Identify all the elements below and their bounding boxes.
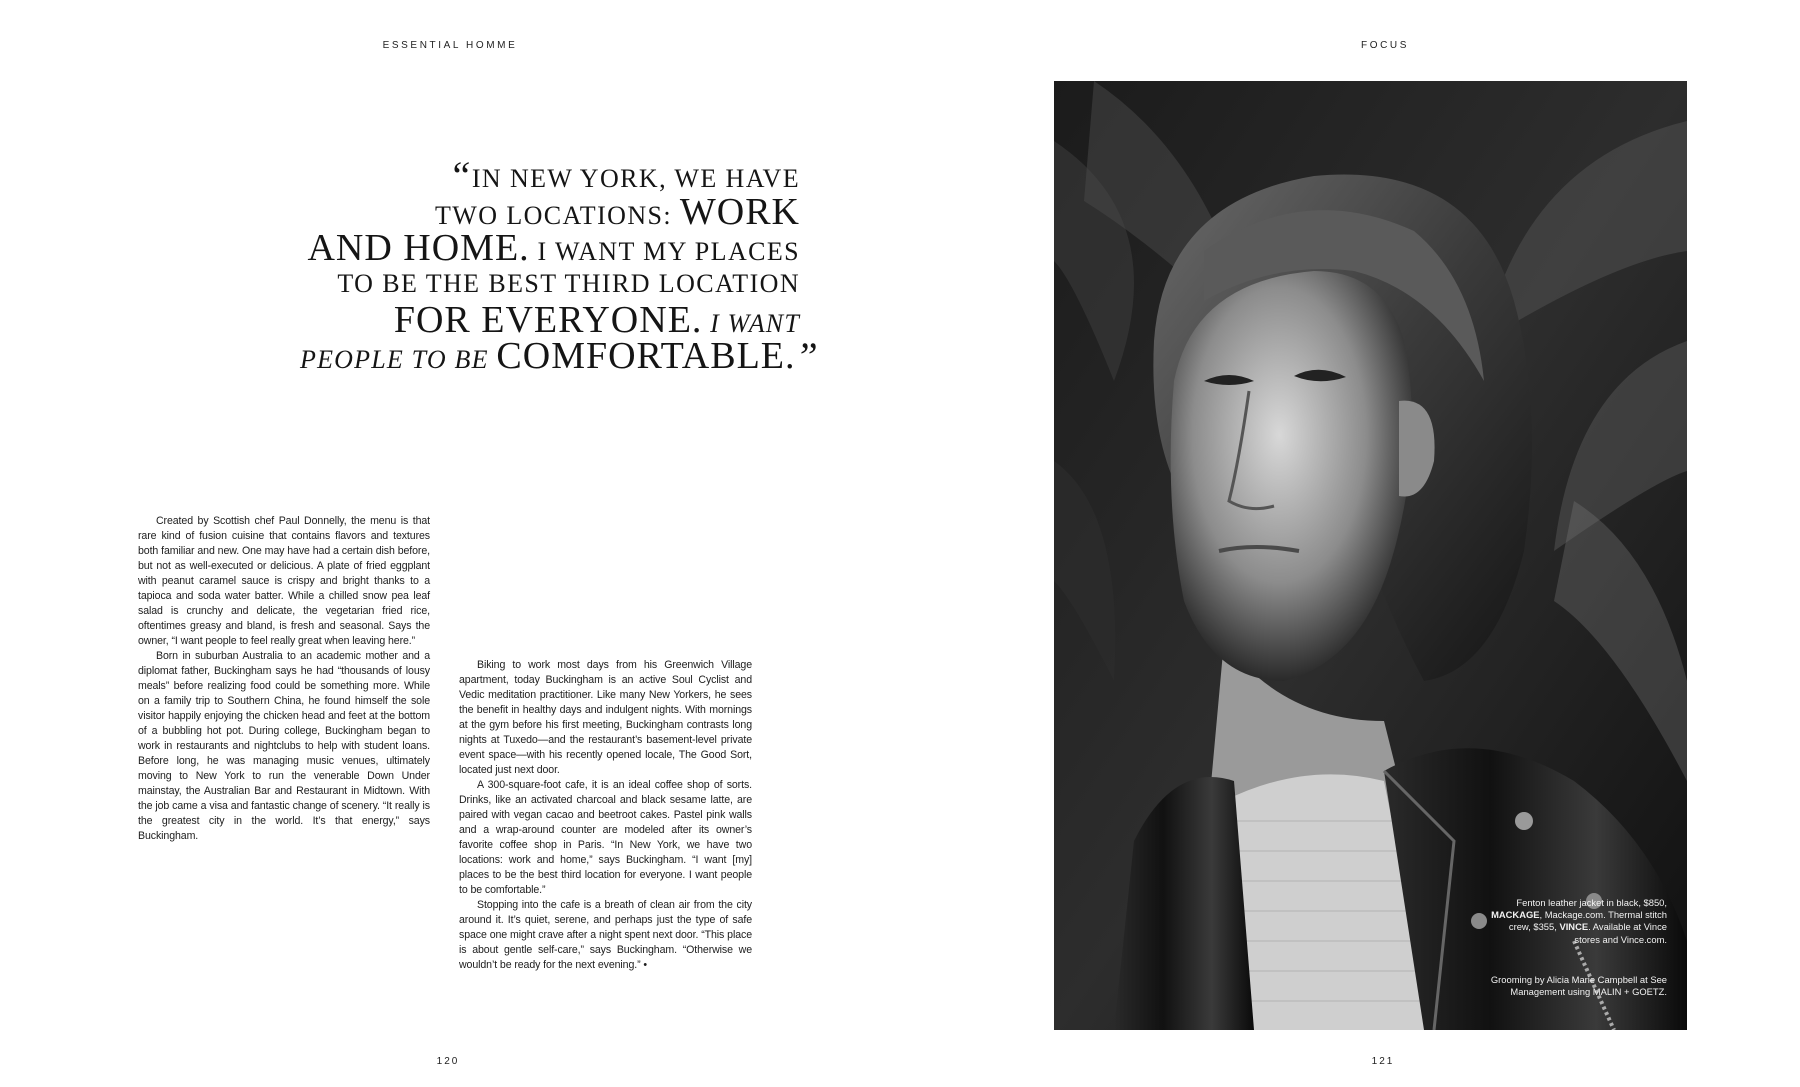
close-quote-mark: ” bbox=[795, 334, 819, 379]
portrait-photo-icon bbox=[1054, 81, 1687, 1030]
paragraph: Biking to work most days from his Greenwich Village apartment, today Buckingham is an active Soul Cyclist and Vedic meditation practitioner. Like many New Yorkers, he sees the benefit in healthy days and indulgent nights. With mornings at the gym before his first meeting, Buckingham contrasts long nights at Tuxedo—and the restaurant’s basement-level private event space—with his recently opened locale, The Good Sort, located just next door. bbox=[459, 659, 752, 776]
open-quote-mark: “ bbox=[448, 153, 472, 198]
pull-quote-line-4: TO BE THE BEST THIRD LOCATION bbox=[337, 269, 800, 298]
photo-credit-wardrobe: Fenton leather jacket in black, $850, MACKAGE, Mackage.com. Thermal stitch crew, $355, VINCE. Available at Vince stores and Vince.com. bbox=[1491, 897, 1667, 945]
body-column-b bbox=[459, 658, 752, 973]
brand-name: VINCE bbox=[1559, 921, 1589, 933]
paragraph: Created by Scottish chef Paul Donnelly, the menu is that rare kind of fusion cuisine that contains flavors and textures both familiar and new. One may have had a certain dish before, but not as well-executed or delicious. A plate of fried eggplant with peanut caramel sauce is crispy and bright thanks to a tapioca and soda water batter. While a chilled snow pea leaf salad is crunchy and delicate, the vegetarian fried rice, oftentimes greasy and bland, is fresh and seasonal. Says the owner, “I want people to feel really great when leaving here.” bbox=[138, 515, 430, 647]
photo-credit-grooming: Grooming by Alicia Marie Campbell at See Management using MALIN + GOETZ. bbox=[1490, 974, 1667, 998]
paragraph: A 300-square-foot cafe, it is an ideal coffee shop of sorts. Drinks, like an activated charcoal and black sesame latte, are paired with vegan cacao and beetroot cakes. Pastel pink walls and a wrap-around counter are modeled after its owner’s favorite coffee shop in Paris. “In New York, we have two locations: work and home,” says Buckingham. “I want [my] places to be the best third location for everyone. I want people to be comfortable.” bbox=[459, 779, 752, 896]
section-header: ESSENTIAL HOMME bbox=[382, 40, 518, 51]
pull-quote-line-5: FOR EVERYONE. I WANT bbox=[393, 299, 800, 341]
page-number: 120 bbox=[436, 1056, 460, 1067]
page-number: 121 bbox=[1371, 1056, 1395, 1067]
pull-quote-line-6: PEOPLE TO BE COMFORTABLE.” bbox=[300, 334, 819, 379]
brand-name: MACKAGE bbox=[1491, 909, 1540, 921]
section-header: FOCUS bbox=[1361, 40, 1409, 51]
portrait-photo bbox=[1054, 81, 1687, 1030]
right-page bbox=[900, 0, 1800, 1087]
pull-quote-line-3: AND HOME. I WANT MY PLACES bbox=[307, 227, 800, 269]
paragraph: Stopping into the cafe is a breath of clean air from the city around it. It’s quiet, serene, and perhaps just the type of safe space one might crave after a night spent next door. “This place is about gentle self-care,” says Buckingham. “Otherwise we wouldn’t be ready for the next evening.” • bbox=[459, 899, 752, 971]
body-column-a bbox=[138, 514, 430, 844]
paragraph: Born in suburban Australia to an academic mother and a diplomat father, Buckingham says he had “thousands of lousy meals” before realizing food could be something more. While on a family trip to Southern China, he found himself the sole visitor happily enjoying the chicken head and feet at the bottom of a bubbling hot pot. During college, Buckingham began to work in restaurants and nightclubs to help with student loans. Before long, he was managing music venues, ultimately moving to New York to run the venerable Down Under mainstay, the Australian Bar and Restaurant in Midtown. With the job came a visa and fantastic change of scenery. “It really is the greatest city in the world. It’s that energy,” says Buckingham. bbox=[138, 650, 430, 842]
pull-quote-line-2: TWO LOCATIONS: WORK bbox=[435, 191, 800, 233]
pull-quote bbox=[300, 153, 819, 379]
pull-quote-line-1: “IN NEW YORK, WE HAVE bbox=[448, 153, 800, 198]
